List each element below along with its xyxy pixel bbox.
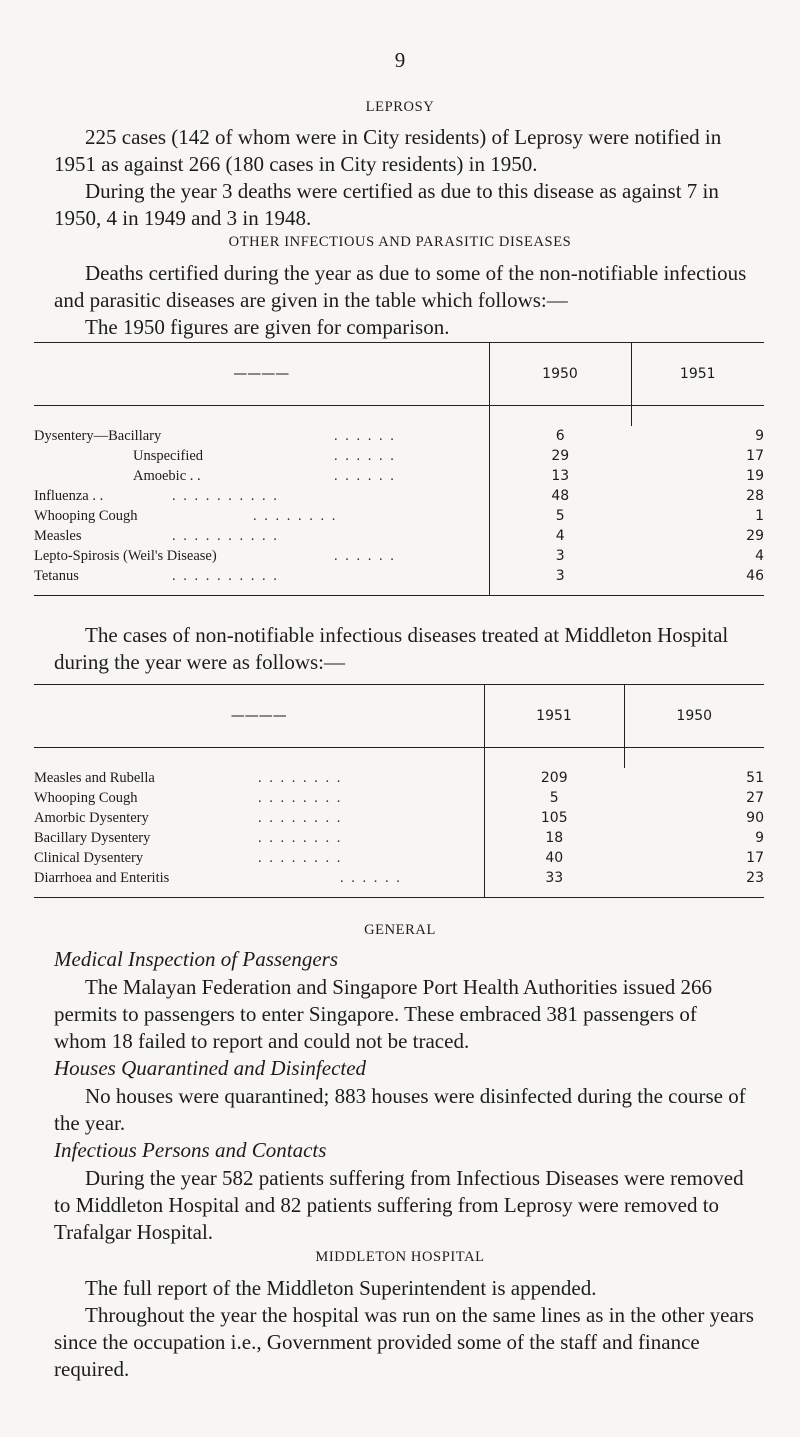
leader-dots: . . . . . .: [334, 467, 396, 484]
leprosy-heading: LEPROSY: [365, 99, 435, 115]
value-cell: 3: [489, 566, 631, 586]
value-cell: 4: [755, 547, 764, 564]
table-row: [34, 426, 764, 446]
value-cell: 46: [746, 567, 764, 584]
table-row: [34, 546, 764, 566]
value-cell: 19: [746, 467, 764, 484]
table-row: [34, 788, 764, 808]
value-cell: 105: [484, 808, 624, 828]
column-header-1950: 1950: [489, 343, 631, 406]
row-label: Amorbic Dysentery: [34, 809, 149, 826]
other-diseases-paragraph: Deaths certified during the year as due to some of the non-notifiable infectious and parasitic diseases are given in the table which follows:—: [54, 261, 747, 312]
row-label: Amoebic . .: [133, 467, 201, 484]
value-cell: 18: [484, 828, 624, 848]
value-cell: 40: [484, 848, 624, 868]
infectious-persons-title: Infectious Persons and Contacts: [54, 1138, 327, 1162]
table-row: [34, 868, 764, 888]
table-row: [34, 506, 764, 526]
row-label: Unspecified: [133, 447, 204, 464]
table-row: [34, 486, 764, 506]
deaths-table: [34, 342, 764, 596]
row-label: Whooping Cough: [34, 789, 138, 806]
leader-dots: . . . . . . . . . .: [172, 487, 279, 504]
value-cell: 23: [746, 869, 764, 886]
row-label: Measles: [34, 527, 82, 544]
row-label: Dysentery—Bacillary: [34, 427, 162, 444]
middleton-hospital-heading: MIDDLETON HOSPITAL: [315, 1249, 485, 1265]
value-cell: 29: [746, 527, 764, 544]
leader-dots: . . . . . . . .: [258, 769, 343, 786]
column-header-1951: 1951: [631, 343, 764, 406]
value-cell: 17: [746, 447, 764, 464]
table-row: [34, 446, 764, 466]
houses-title: Houses Quarantined and Disinfected: [54, 1056, 367, 1080]
hospital-report-paragraph: The full report of the Middleton Superintendent is appended.: [85, 1276, 597, 1300]
value-cell: 6: [489, 426, 631, 446]
leader-dots: . . . . . .: [334, 447, 396, 464]
leader-dots: . . . . . . . . . .: [172, 527, 279, 544]
middleton-intro: The cases of non-notifiable infectious diseases treated at Middleton Hospital during the year were as follows:—: [54, 623, 729, 674]
value-cell: 17: [746, 849, 764, 866]
value-cell: 9: [755, 427, 764, 444]
row-label: Bacillary Dysentery: [34, 829, 151, 846]
value-cell: 90: [746, 809, 764, 826]
value-cell: 28: [746, 487, 764, 504]
table-row: [34, 526, 764, 546]
medical-inspection-title: Medical Inspection of Passengers: [54, 947, 339, 971]
general-heading: GENERAL: [364, 922, 436, 938]
value-cell: 9: [755, 829, 764, 846]
leader-dots: . . . . . . . .: [258, 829, 343, 846]
table-row: [34, 808, 764, 828]
table-row: [34, 566, 764, 586]
value-cell: 33: [484, 868, 624, 888]
leader-dots: . . . . . .: [340, 869, 402, 886]
leprosy-paragraph: 225 cases (142 of whom were in City residents) of Leprosy were notified in 1951 as against 266 (180 cases in City residents) in 1950.: [54, 125, 722, 176]
leader-dots: . . . . . . . .: [258, 789, 343, 806]
row-label: Tetanus: [34, 567, 79, 584]
row-label: Lepto-Spirosis (Weil's Disease): [34, 547, 217, 564]
medical-inspection-paragraph: The Malayan Federation and Singapore Port Health Authorities issued 266 permits to passengers to enter Singapore. These embraced 381 passengers of whom 18 failed to report and could not be traced.: [54, 975, 712, 1053]
table-row: [34, 848, 764, 868]
value-cell: 48: [489, 486, 631, 506]
table-row: [34, 768, 764, 788]
leader-dots: . . . . . .: [334, 547, 396, 564]
page-number: 9: [394, 48, 406, 72]
value-cell: 51: [746, 769, 764, 786]
other-diseases-heading: OTHER INFECTIOUS AND PARASITIC DISEASES: [228, 234, 572, 250]
column-header-1950: 1950: [624, 685, 764, 748]
value-cell: 3: [489, 546, 631, 566]
leader-dots: . . . . . . . . . .: [172, 567, 279, 584]
row-label: Whooping Cough: [34, 507, 138, 524]
leprosy-deaths-paragraph: During the year 3 deaths were certified as due to this disease as against 7 in 1950, 4 in 1949 and 3 in 1948.: [54, 179, 719, 230]
table-corner: ————: [230, 708, 287, 724]
houses-paragraph: No houses were quarantined; 883 houses were disinfected during the course of the year.: [54, 1084, 746, 1135]
row-label: Diarrhoea and Enteritis: [34, 869, 170, 886]
value-cell: 29: [489, 446, 631, 466]
value-cell: 5: [484, 788, 624, 808]
leader-dots: . . . . . . . .: [258, 849, 343, 866]
value-cell: 4: [489, 526, 631, 546]
value-cell: 209: [484, 768, 624, 788]
infectious-persons-paragraph: During the year 582 patients suffering from Infectious Diseases were removed to Middleton Hospital and 82 patients suffering from Leprosy were removed to Trafalgar Hospital.: [54, 1166, 744, 1244]
value-cell: 13: [489, 466, 631, 486]
row-label: Influenza . .: [34, 487, 104, 504]
leader-dots: . . . . . . . .: [253, 507, 338, 524]
row-label: Clinical Dysentery: [34, 849, 144, 866]
value-cell: 5: [489, 506, 631, 526]
value-cell: 1: [755, 507, 764, 524]
value-cell: 27: [746, 789, 764, 806]
table-row: [34, 466, 764, 486]
hospital-operations-paragraph: Throughout the year the hospital was run on the same lines as in the other years since the occupation i.e., Government provided some of the staff and finance required.: [54, 1303, 754, 1381]
table-row: [34, 828, 764, 848]
row-label: Measles and Rubella: [34, 769, 155, 786]
comparison-note: The 1950 figures are given for comparison.: [85, 315, 450, 339]
leader-dots: . . . . . . . .: [258, 809, 343, 826]
middleton-cases-table: [34, 684, 764, 898]
leader-dots: . . . . . .: [334, 427, 396, 444]
table-corner: ————: [233, 366, 290, 382]
column-header-1951: 1951: [484, 685, 624, 748]
